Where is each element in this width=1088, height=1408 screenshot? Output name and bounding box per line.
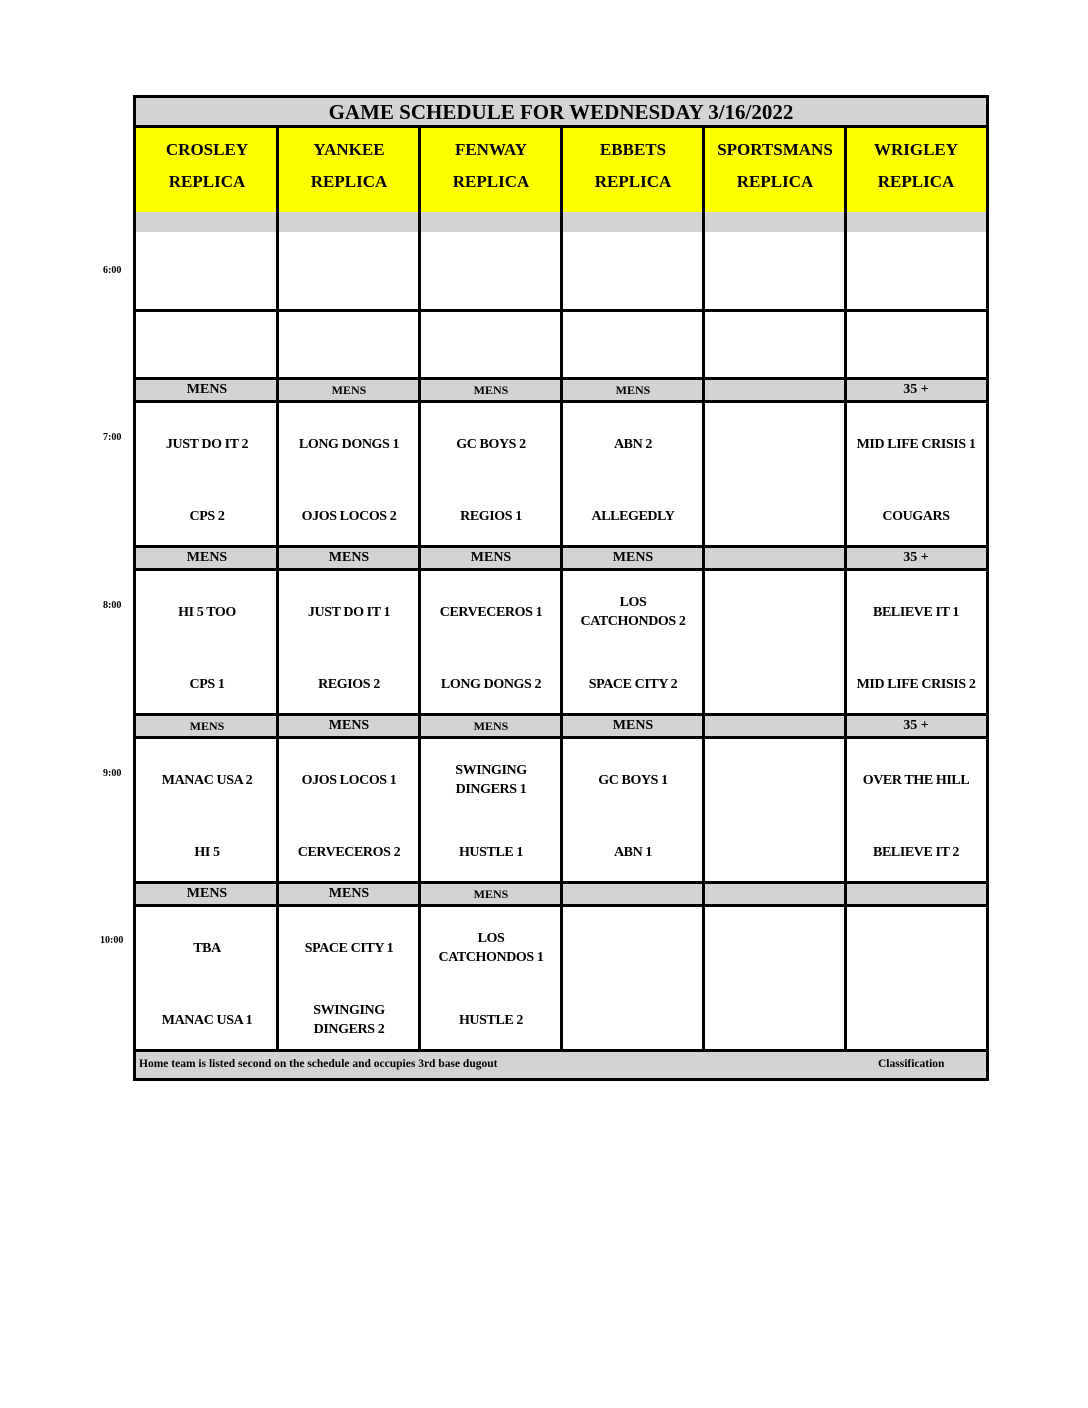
game-cell [704, 403, 846, 548]
grid-line [844, 128, 847, 1052]
game-cell [562, 907, 704, 1052]
classification-band: MENS [420, 884, 562, 904]
away-team: ABN 2 [613, 437, 653, 452]
home-team: REGIOS 2 [318, 677, 380, 692]
game-cell [846, 571, 986, 716]
away-team: LOS CATCHONDOS 2 [580, 595, 686, 629]
away-team: LOS CATCHONDOS 1 [438, 931, 544, 965]
grid-line [560, 128, 563, 1052]
classification-band [704, 884, 846, 904]
away-team: JUST DO IT 2 [165, 437, 249, 452]
venue-subtitle: REPLICA [877, 172, 955, 191]
game-cell [562, 571, 704, 716]
away-team: GC BOYS 1 [598, 773, 668, 788]
home-team: ALLEGEDLY [591, 509, 675, 524]
grid-line [418, 128, 421, 1052]
classification-band: MENS [136, 716, 278, 736]
classification-band [704, 716, 846, 736]
time-label: 6:00 [103, 265, 122, 276]
venue-name: YANKEE [313, 140, 385, 159]
home-team: CPS 1 [189, 677, 225, 692]
venue-name: EBBETS [599, 140, 667, 159]
classification-band: MENS [562, 716, 704, 736]
game-cell [846, 235, 986, 380]
away-team: HI 5 TOO [178, 605, 236, 620]
venue-subtitle: REPLICA [736, 172, 814, 191]
venue-header-crosley [136, 128, 278, 212]
classification-band: MENS [278, 884, 420, 904]
classification-band [420, 212, 562, 232]
game-cell [136, 235, 278, 380]
venue-subtitle: REPLICA [452, 172, 530, 191]
game-cell [278, 403, 420, 548]
away-team: OJOS LOCOS 1 [301, 773, 397, 788]
away-team: BELIEVE IT 1 [873, 605, 959, 620]
home-team: ABN 1 [613, 845, 653, 860]
classification-band: MENS [420, 548, 562, 568]
classification-band: MENS [278, 716, 420, 736]
game-cell [562, 739, 704, 884]
time-label: 7:00 [103, 432, 122, 443]
classification-band: 35 + [846, 716, 986, 736]
home-team: HUSTLE 2 [458, 1013, 524, 1028]
game-cell [420, 235, 562, 380]
game-cell [278, 571, 420, 716]
venue-header-wrigley [846, 128, 986, 212]
game-cell [420, 739, 562, 884]
game-cell [420, 907, 562, 1052]
game-cell [846, 907, 986, 1052]
grid-line [702, 128, 705, 1052]
home-team: HI 5 [194, 845, 220, 860]
away-team: OVER THE HILL [862, 773, 970, 788]
classification-band: 35 + [846, 380, 986, 400]
classification-band: MENS [136, 548, 278, 568]
away-team: SPACE CITY 1 [304, 941, 394, 956]
classification-band: MENS [136, 884, 278, 904]
away-team: JUST DO IT 1 [307, 605, 391, 620]
classification-band: 35 + [846, 548, 986, 568]
venue-name: CROSLEY [165, 140, 249, 159]
game-cell [278, 739, 420, 884]
classification-band: MENS [420, 380, 562, 400]
schedule-footer [136, 1052, 986, 1078]
time-label: 9:00 [103, 768, 122, 779]
game-cell [136, 739, 278, 884]
grid-line [276, 128, 279, 1052]
venue-name: WRIGLEY [873, 140, 959, 159]
venue-subtitle: REPLICA [310, 172, 388, 191]
away-team: LONG DONGS 1 [298, 437, 400, 452]
classification-band [704, 380, 846, 400]
away-team: MID LIFE CRISIS 1 [856, 437, 976, 452]
home-team: BELIEVE IT 2 [873, 845, 959, 860]
venue-subtitle: REPLICA [594, 172, 672, 191]
classification-label: Classification [878, 1058, 945, 1070]
away-team: GC BOYS 2 [456, 437, 526, 452]
home-team: SWINGING DINGERS 2 [313, 1003, 385, 1037]
home-team: MID LIFE CRISIS 2 [856, 677, 976, 692]
home-team: LONG DONGS 2 [440, 677, 542, 692]
game-cell [704, 739, 846, 884]
classification-band: MENS [562, 380, 704, 400]
game-cell [704, 571, 846, 716]
classification-band: MENS [278, 548, 420, 568]
classification-band [136, 212, 278, 232]
game-cell [278, 235, 420, 380]
game-cell [846, 739, 986, 884]
away-team: CERVECEROS 1 [439, 605, 543, 620]
game-cell [846, 403, 986, 548]
home-team: CPS 2 [189, 509, 225, 524]
away-team: TBA [193, 941, 221, 956]
time-label: 8:00 [103, 600, 122, 611]
classification-band [704, 548, 846, 568]
classification-band [704, 212, 846, 232]
away-team: SWINGING DINGERS 1 [455, 763, 527, 797]
venue-header-yankee [278, 128, 420, 212]
game-cell [420, 571, 562, 716]
home-team: HUSTLE 1 [458, 845, 524, 860]
schedule-title: GAME SCHEDULE FOR WEDNESDAY 3/16/2022 [136, 98, 986, 128]
game-cell [704, 235, 846, 380]
game-cell [704, 907, 846, 1052]
game-cell [562, 235, 704, 380]
home-team: REGIOS 1 [460, 509, 522, 524]
classification-band: MENS [562, 548, 704, 568]
classification-band: MENS [136, 380, 278, 400]
home-team: CERVECEROS 2 [297, 845, 401, 860]
game-cell [278, 907, 420, 1052]
classification-band [562, 884, 704, 904]
home-team-note: Home team is listed second on the schedule and occupies 3rd base dugout [139, 1058, 498, 1070]
game-cell [136, 571, 278, 716]
venue-header-sportsmans [704, 128, 846, 212]
game-cell [420, 403, 562, 548]
classification-band [846, 212, 986, 232]
game-cell [136, 907, 278, 1052]
home-team: MANAC USA 1 [161, 1013, 253, 1028]
venue-header-fenway [420, 128, 562, 212]
venue-header-ebbets [562, 128, 704, 212]
home-team: SPACE CITY 2 [588, 677, 678, 692]
away-team: MANAC USA 2 [161, 773, 253, 788]
classification-band [278, 212, 420, 232]
time-label: 10:00 [100, 935, 124, 946]
home-team: COUGARS [882, 509, 950, 524]
venue-subtitle: REPLICA [168, 172, 246, 191]
game-cell [562, 403, 704, 548]
classification-band: MENS [420, 716, 562, 736]
classification-band: MENS [278, 380, 420, 400]
venue-name: SPORTSMANS [717, 140, 833, 159]
classification-band [846, 884, 986, 904]
venue-name: FENWAY [454, 140, 528, 159]
classification-band [562, 212, 704, 232]
home-team: OJOS LOCOS 2 [301, 509, 397, 524]
game-cell [136, 403, 278, 548]
schedule-table [133, 95, 989, 1081]
